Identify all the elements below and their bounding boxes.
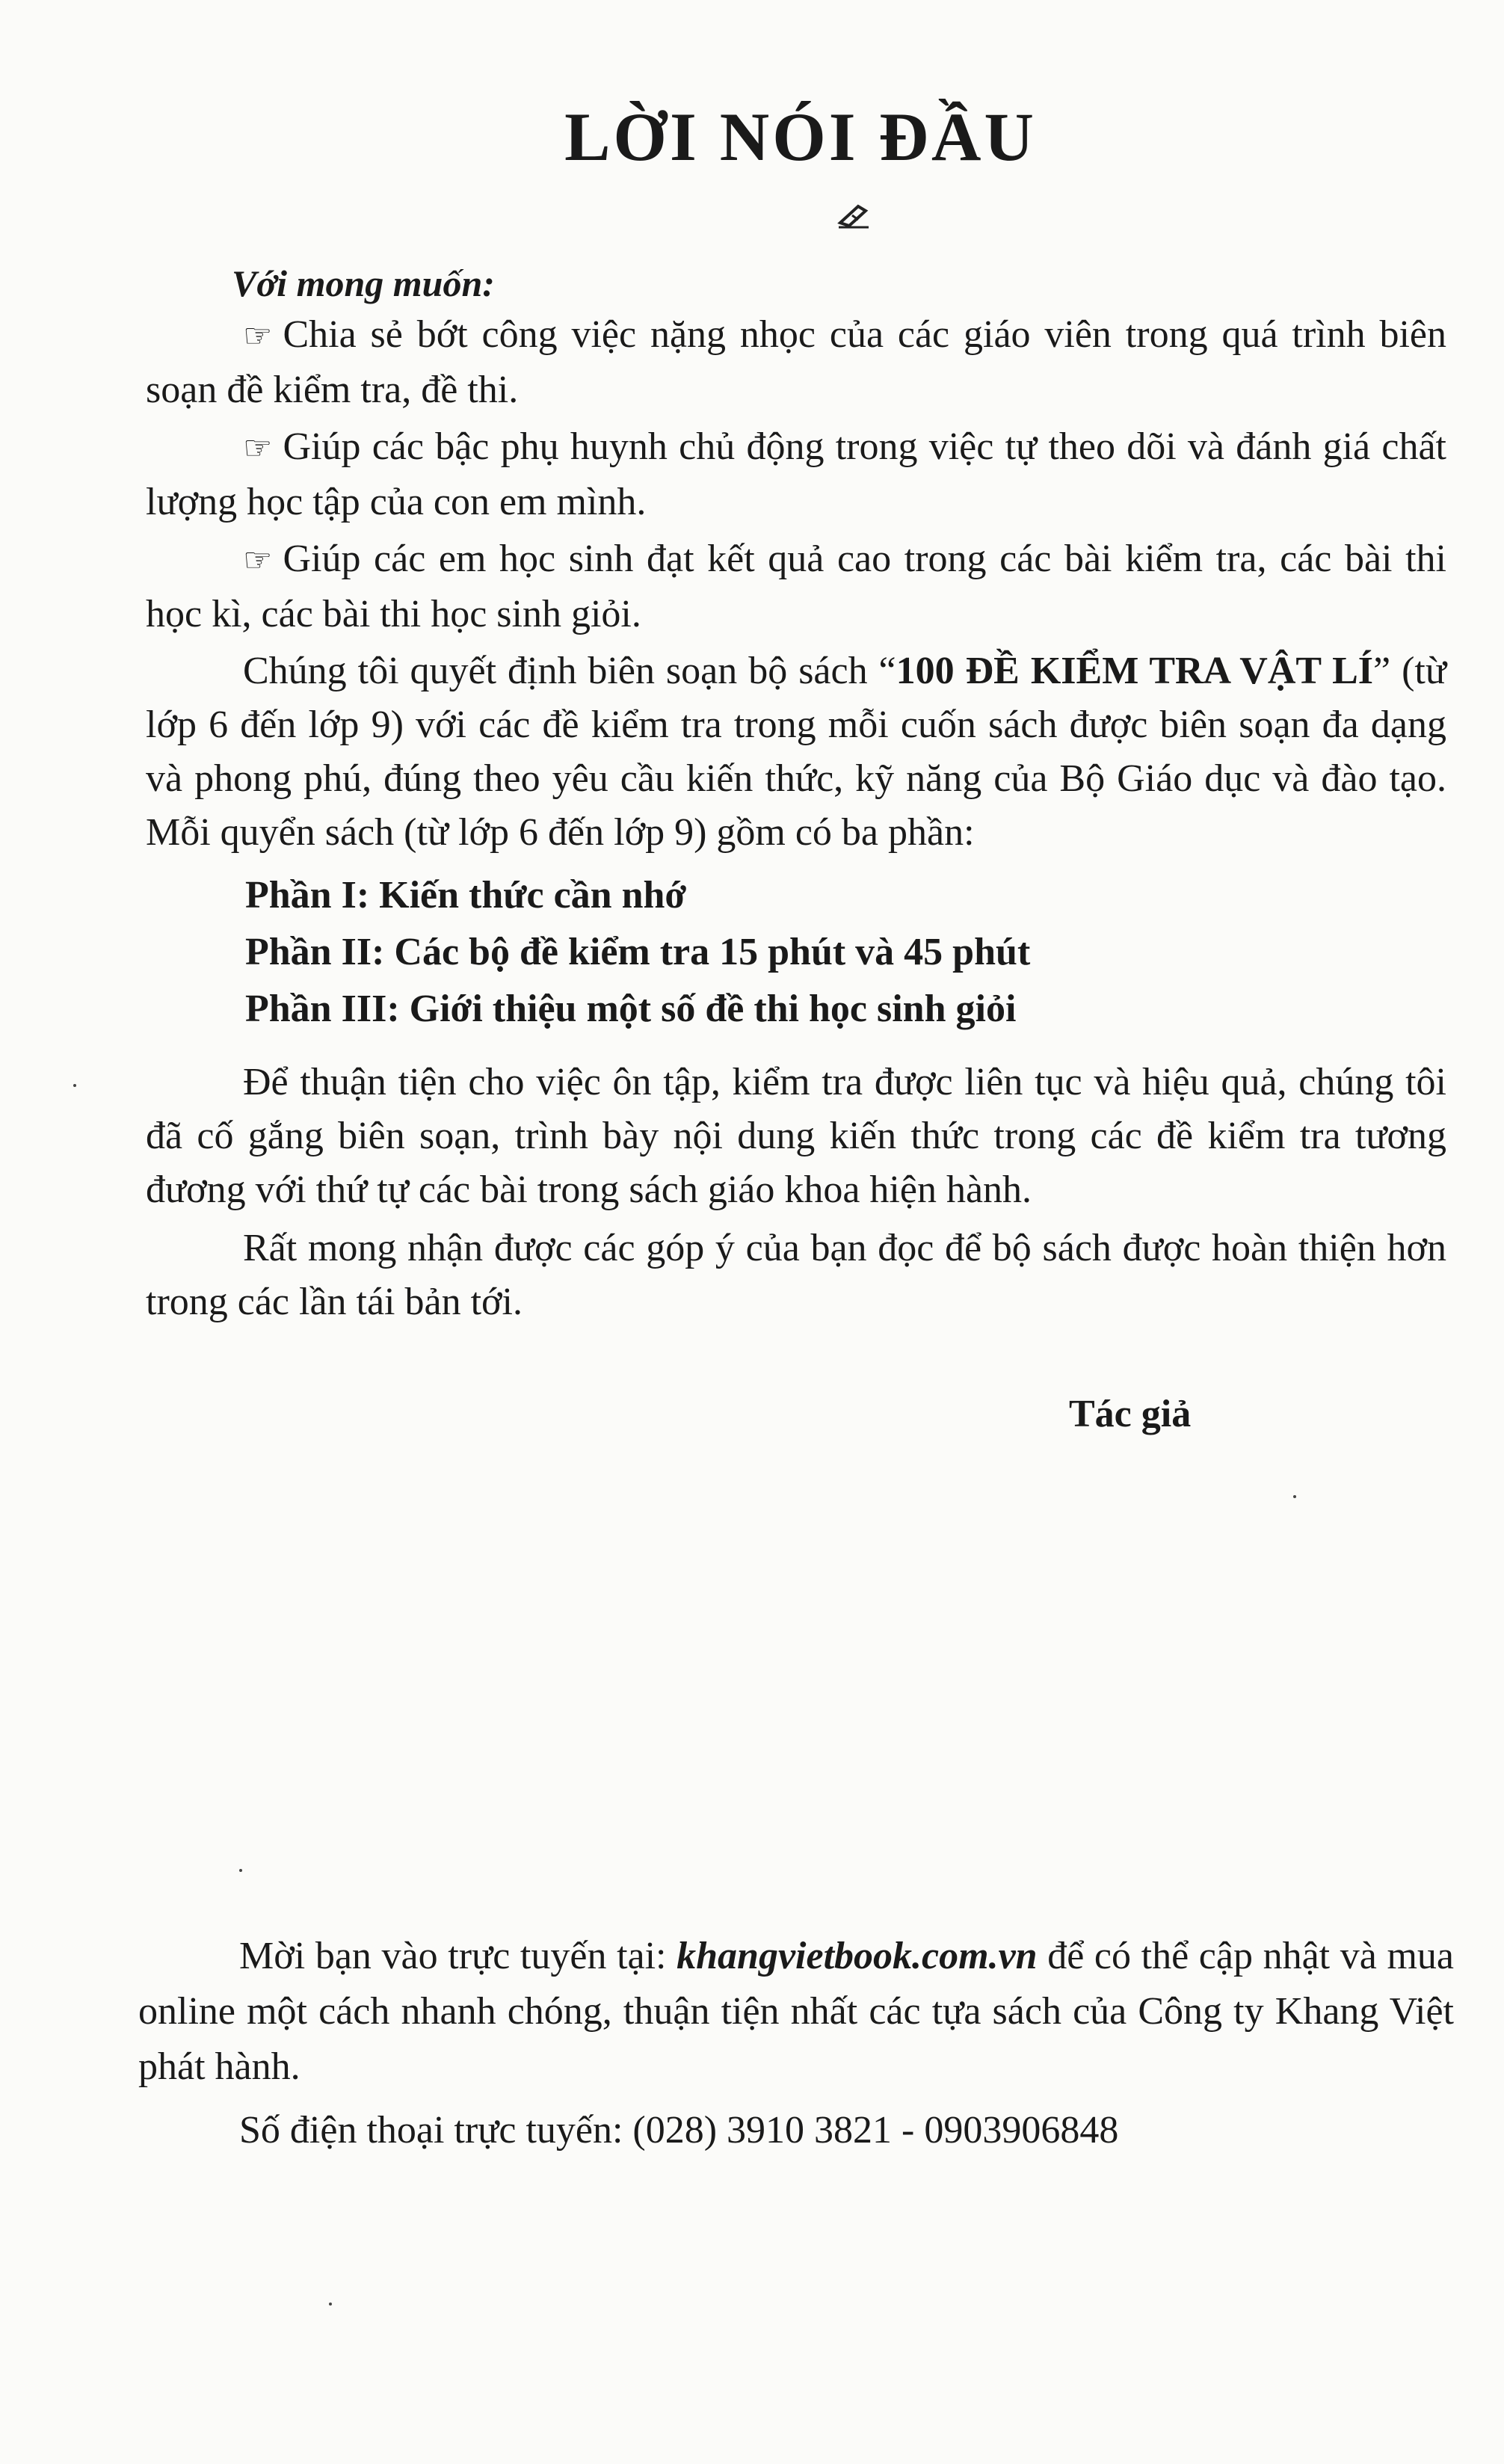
scan-speck	[73, 1084, 76, 1087]
pointing-hand-icon: ☞	[243, 318, 273, 354]
author-signature: Tác giả	[1069, 1393, 1192, 1435]
part-2: Phần II: Các bộ đề kiểm tra 15 phút và 45 phút	[245, 931, 1031, 973]
bullet-paragraph-1	[146, 308, 1446, 417]
page-title: LỜI NÓI ĐẦU	[564, 99, 1037, 175]
scan-speck	[239, 1869, 242, 1872]
footer-notice	[138, 1929, 1454, 2095]
part-3: Phần III: Giới thiệu một số đề thi học sinh giỏi	[245, 988, 1017, 1030]
paragraph-3: Rất mong nhận được các góp ý của bạn đọc để bộ sách được hoàn thiện hơn trong các lần tái bản tới.	[146, 1227, 1446, 1323]
paragraph-2: Để thuận tiện cho việc ôn tập, kiểm tra được liên tục và hiệu quả, chúng tôi đã cố gắng biên soạn, trình bày nội dung kiến thức trong các đề kiểm tra tương đương với thứ tự các bài trong sách giáo khoa hiện hành.	[146, 1061, 1446, 1211]
bullet-text-3: Giúp các em học sinh đạt kết quả cao trong các bài kiểm tra, các bài thi học kì, các bài thi học sinh giỏi.	[146, 538, 1446, 635]
scan-speck	[329, 2303, 332, 2306]
footer-before: Mời bạn vào trực tuyến tại:	[239, 1935, 677, 1977]
website-link[interactable]: khangvietbook.com.vn	[677, 1935, 1038, 1977]
part-1: Phần I: Kiến thức cần nhớ	[245, 874, 687, 917]
footer-after: để có thể cập nhật và mua online một cách nhanh chóng, thuận tiện nhất các tựa sách của Công ty Khang Việt phát hành.	[138, 1935, 1454, 2088]
intro-heading: Với mong muốn:	[232, 262, 495, 304]
pointing-hand-icon: ☞	[243, 430, 273, 466]
bullet-paragraph-3	[146, 532, 1446, 641]
scan-speck	[1293, 1495, 1296, 1498]
pointing-hand-icon: ☞	[243, 542, 273, 579]
pen-nib-icon	[836, 200, 873, 230]
main-paragraph-before: Chúng tôi quyết định biên soạn bộ sách “	[243, 650, 896, 692]
main-paragraph-after: ” (từ lớp 6 đến lớp 9) với các đề kiểm tra trong mỗi cuốn sách được biên soạn đa dạng và phong phú, đúng theo yêu cầu kiến thức, kỹ năng của Bộ Giáo dục và đào tạo. Mỗi quyển sách (từ lớp 6 đến lớp 9) gồm có ba phần:	[146, 650, 1447, 854]
bullet-text-2: Giúp các bậc phụ huynh chủ động trong việc tự theo dõi và đánh giá chất lượng học tập của con em mình.	[146, 425, 1446, 523]
bullet-text-1: Chia sẻ bớt công việc nặng nhọc của các giáo viên trong quá trình biên soạn đề kiểm tra, đề thi.	[146, 313, 1446, 411]
main-paragraph	[146, 644, 1446, 860]
phone-line: Số điện thoại trực tuyến: (028) 3910 3821 - 0903906848	[239, 2109, 1119, 2152]
bullet-paragraph-2	[146, 420, 1446, 529]
book-title: 100 ĐỀ KIỂM TRA VẬT LÍ	[896, 650, 1374, 692]
